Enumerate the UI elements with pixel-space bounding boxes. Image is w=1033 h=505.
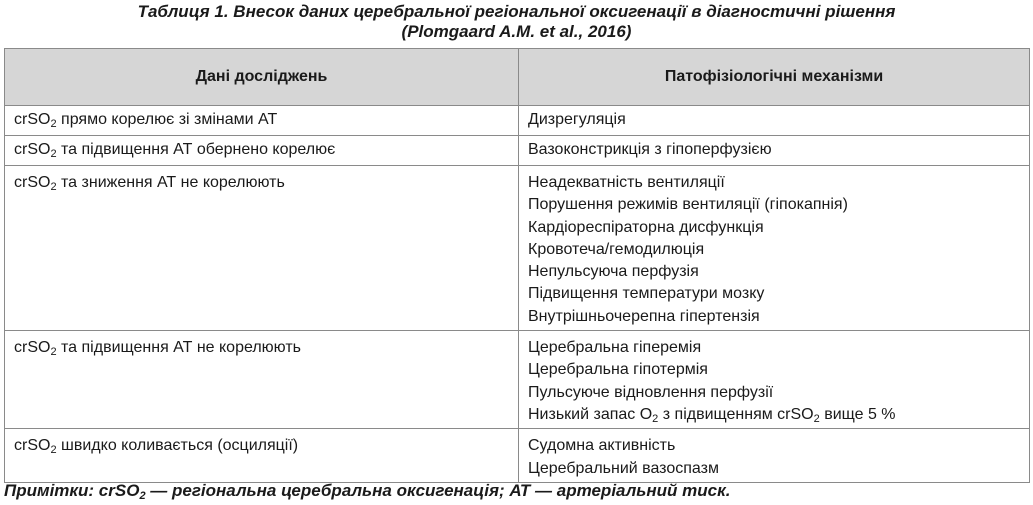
mechanism-item: Вазоконстрикція з гіпоперфузією [528,141,772,159]
mechanism-item: Пульсуюче відновлення перфузії [528,383,774,401]
mechanism-item: Церебральна гіперемія [528,339,702,357]
finding-cell: crSO$_2$ та підвищення АТ обернено корелює [5,136,519,166]
mechanism-item: Непульсуюча перфузія [528,263,699,281]
finding-cell: crSO$_2$ та зниження АТ не корелюють [5,166,519,331]
finding-cell: crSO$_2$ прямо корелює зі змінами АТ [5,106,519,136]
header-mechanisms: Патофізіологічні механізми [519,49,1030,106]
mechanism-cell [519,136,1030,166]
table-row [5,166,1030,331]
table-row [5,136,1030,166]
finding-cell: crSO$_2$ та підвищення АТ не корелюють [5,331,519,429]
mechanism-cell [519,166,1030,331]
mechanism-item: Судомна активність [528,437,676,455]
mechanism-item: Порушення режимів вентиляції (гіпокапнія) [528,196,848,214]
mechanism-item: Церебральний вазоспазм [528,459,719,477]
header-findings: Дані досліджень [5,49,519,106]
mechanism-item: Дизрегуляція [528,111,626,129]
mechanism-cell [519,429,1030,483]
table-row [5,429,1030,483]
mechanism-item: Підвищення температури мозку [528,285,765,303]
caption-source: (Plomgaard A.M. et al., 2016) [401,22,632,41]
mechanism-item: Неадекватність вентиляції [528,174,725,191]
mechanism-item: Низький запас $О_2$ з підвищенням crSO$_2$ вище 5 % [528,405,896,425]
findings-table [4,48,1030,483]
caption-title: Таблиця 1. Внесок даних церебральної регіональної оксигенації в діагностичні рішення [137,2,896,21]
mechanism-cell [519,331,1030,429]
table-caption [0,0,1033,40]
finding-cell: crSO$_2$ швидко коливається (осциляції) [5,429,519,483]
mechanism-item: Кровотеча/гемодилюція [528,240,705,258]
table-row [5,106,1030,136]
table-header-row [5,49,1030,106]
mechanism-item: Внутрішньочерепна гіпертензія [528,307,760,325]
mechanism-cell [519,106,1030,136]
table-row [5,331,1030,429]
table-footnote: Примітки: crSO$_2$ — регіональна церебральна оксигенація; АТ — артеріальний тиск. [4,481,731,502]
mechanism-item: Кардіореспіраторна дисфункція [528,218,764,236]
mechanism-item: Церебральна гіпотермія [528,361,708,379]
